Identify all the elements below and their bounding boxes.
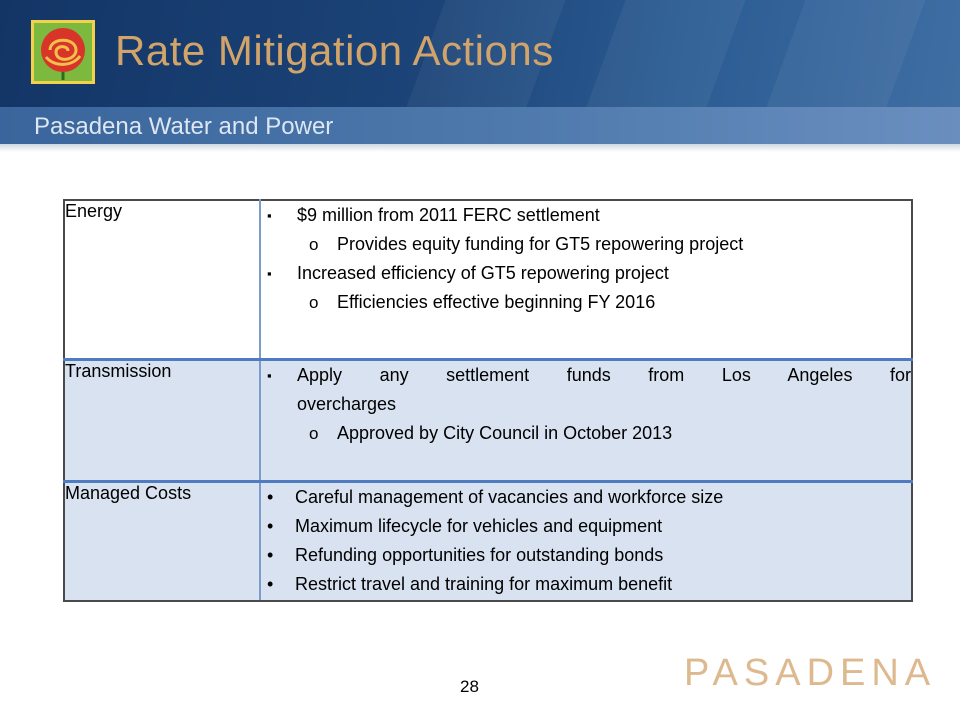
sub-bullet-icon: o <box>309 424 319 443</box>
list-item: o Provides equity funding for GT5 repowering project <box>261 230 911 259</box>
row-label: Energy <box>64 200 260 360</box>
list-item: • Restrict travel and training for maximum benefit <box>261 570 911 599</box>
header-banner <box>0 0 960 107</box>
row-content <box>260 482 912 602</box>
list-item: • Maximum lifecycle for vehicles and equipment <box>261 512 911 541</box>
table-row-energy <box>64 200 912 360</box>
list-item: o Approved by City Council in October 2013 <box>261 419 911 448</box>
list-item: ▪ $9 million from 2011 FERC settlement <box>261 201 911 230</box>
square-bullet-icon: ▪ <box>267 368 272 383</box>
organization-name: Pasadena Water and Power <box>34 113 334 140</box>
round-bullet-icon: • <box>267 487 274 507</box>
list-item: o Efficiencies effective beginning FY 2016 <box>261 288 911 317</box>
round-bullet-icon: • <box>267 516 274 536</box>
row-content <box>260 200 912 360</box>
table-row-transmission <box>64 360 912 482</box>
row-label: Transmission <box>64 360 260 482</box>
list-item: • Refunding opportunities for outstanding bonds <box>261 541 911 570</box>
page-number: 28 <box>460 677 479 696</box>
square-bullet-icon: ▪ <box>267 266 272 281</box>
rate-mitigation-table <box>63 199 913 602</box>
sub-bullet-icon: o <box>309 293 319 312</box>
rose-logo-icon <box>31 20 95 84</box>
round-bullet-icon: • <box>267 574 274 594</box>
slide-title: Rate Mitigation Actions <box>115 27 554 74</box>
row-label: Managed Costs <box>64 482 260 602</box>
table-row-managed-costs <box>64 482 912 602</box>
list-item-continuation: overcharges <box>297 394 397 414</box>
list-item: ▪ Increased efficiency of GT5 repowering project <box>261 259 911 288</box>
list-item: ▪ Apply any settlement funds from Los Angeles for <box>261 361 911 390</box>
subtitle-bar <box>0 107 960 144</box>
square-bullet-icon: ▪ <box>267 208 272 223</box>
list-item: • Careful management of vacancies and workforce size <box>261 483 911 512</box>
round-bullet-icon: • <box>267 545 274 565</box>
row-content <box>260 360 912 482</box>
sub-bullet-icon: o <box>309 235 319 254</box>
pasadena-wordmark: PASADENA <box>684 652 937 694</box>
